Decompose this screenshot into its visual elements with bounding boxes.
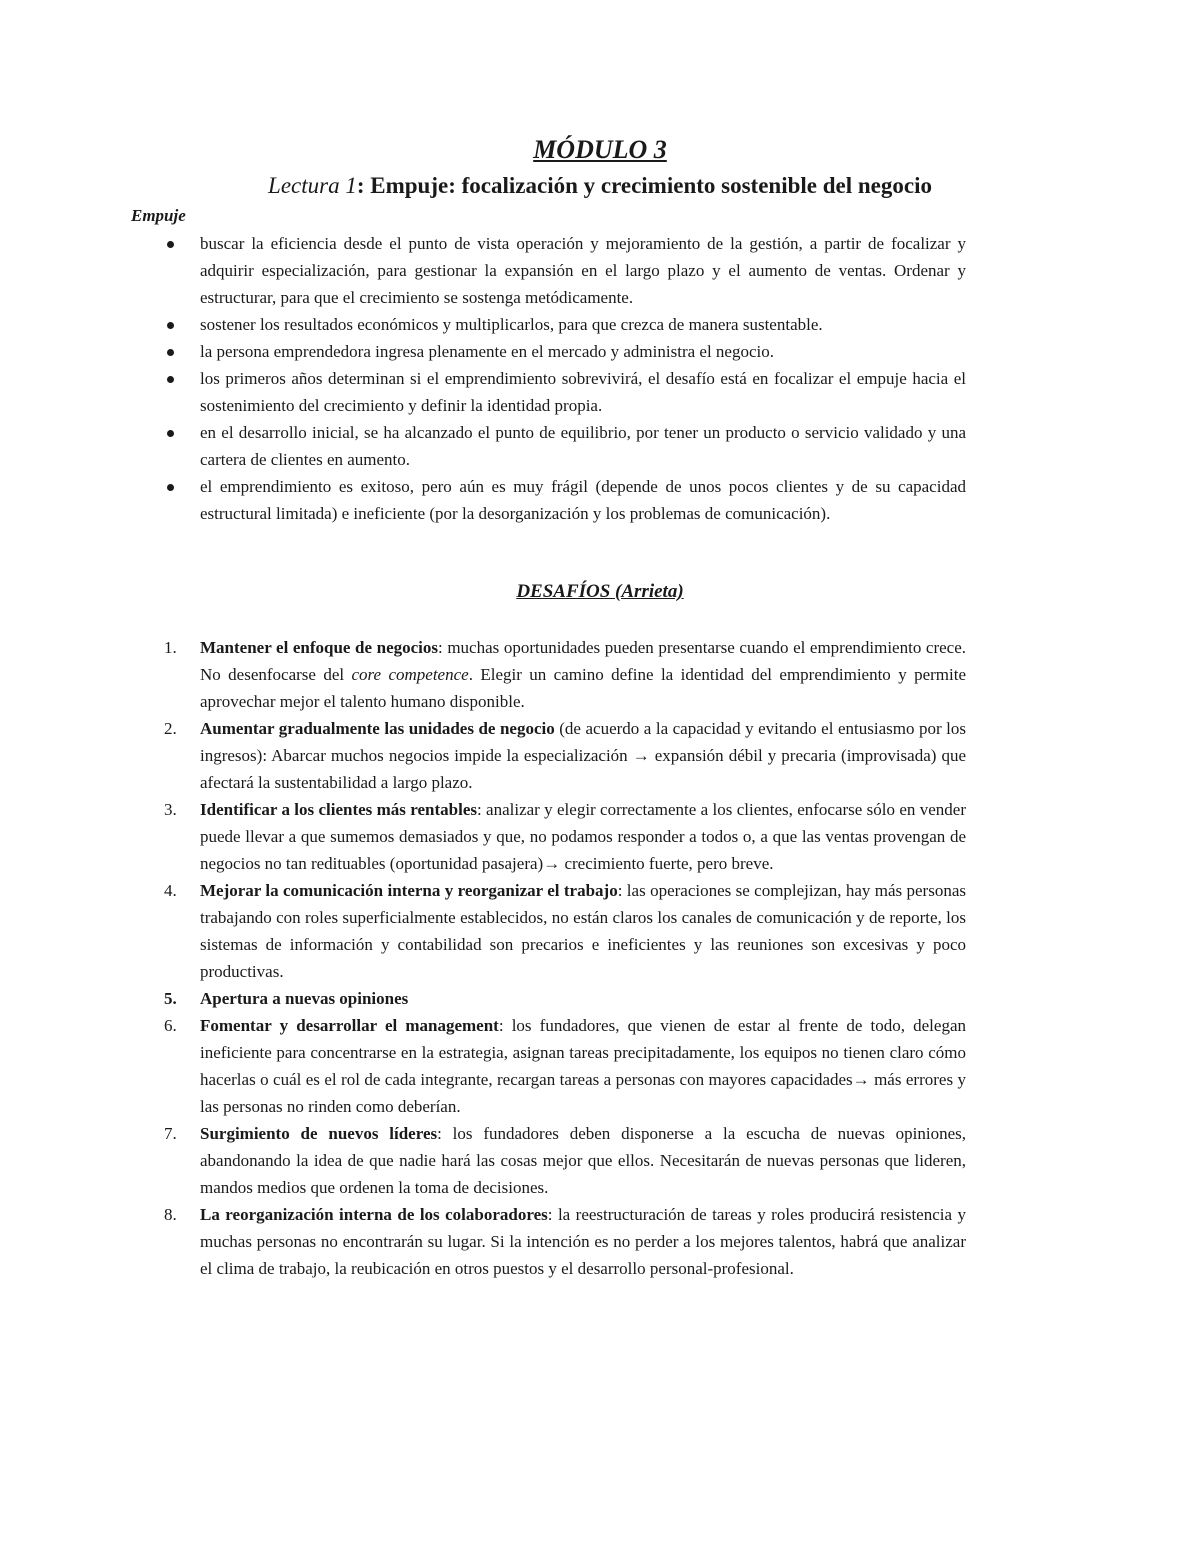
challenge-item: [164, 985, 966, 1012]
challenge-item: [164, 877, 966, 985]
desafios-heading: DESAFÍOS (Arrieta): [516, 581, 684, 602]
challenge-item: [164, 796, 966, 877]
bullet-text: el emprendimiento es exitoso, pero aún es muy frágil (depende de unos pocos clientes y de su capacidad estructural limitada) e ineficiente (por la desorganización y los problemas de comunicación).: [200, 477, 966, 523]
challenge-text-after: . Elegir un camino define la identidad del emprendimiento y permite aprovechar mejor el talento humano disponible.: [200, 665, 967, 711]
bullet-item: [164, 473, 966, 527]
document-subtitle: [0, 171, 1200, 201]
empuje-bullet-list: [164, 230, 966, 527]
challenge-number: 5.: [164, 989, 177, 1008]
challenge-italic: core competence: [351, 665, 469, 684]
challenge-text: : las operaciones se complejizan, hay más personas trabajando con roles superficialmente establecidos, no están claros los canales de comunicación y de reporte, los sistemas de información y contabilidad son precarios e ineficientes y las reuniones son excesivas y poco productivas.: [200, 881, 966, 981]
challenge-number: 6.: [164, 1016, 177, 1035]
challenge-text: : los fundadores deben disponerse a la escucha de nuevas opiniones, abandonando la idea de que nadie hará las cosas mejor que ellos. Necesitarán de nuevas personas que lideren, mandos medios que ordenen la toma de decisiones.: [200, 1124, 967, 1197]
challenge-item: [164, 1012, 966, 1120]
challenge-text: : los fundadores, que vienen de estar al frente de todo, delegan ineficiente para concentrarse en la estrategia, asignan tareas precipitadamente, los equipos no tienen claro cómo hacerlas o cuál es el rol de cada integrante, recargan tareas a personas con mayores capacidades→ más errores y las personas no rinden como deberían.: [200, 1016, 966, 1116]
bullet-item: [164, 419, 966, 473]
challenge-number: 8.: [164, 1205, 177, 1224]
bullet-dot-icon: [167, 430, 174, 437]
challenge-item: [164, 634, 966, 715]
challenge-head: Mejorar la comunicación interna y reorganizar el trabajo: [200, 881, 618, 900]
challenge-text: : analizar y elegir correctamente a los clientes, enfocarse sólo en vender puede llevar a que sumemos demasiados y que, no podamos responder a todos o, a que las ventas provengan de negocios no tan redituables (oportunidad pasajera)→ crecimiento fuerte, pero breve.: [200, 800, 966, 873]
challenge-number: 4.: [164, 881, 177, 900]
bullet-text: sostener los resultados económicos y multiplicarlos, para que crezca de manera sustentable.: [200, 315, 823, 334]
subtitle-text: Empuje: focalización y crecimiento sostenible del negocio: [370, 173, 932, 198]
section-label-empuje: Empuje: [131, 206, 186, 225]
bullet-text: los primeros años determinan si el emprendimiento sobrevivirá, el desafío está en focalizar el empuje hacia el sostenimiento del crecimiento y definir la identidad propia.: [200, 369, 966, 415]
challenge-item: [164, 715, 966, 796]
bullet-dot-icon: [167, 349, 174, 356]
bullet-dot-icon: [167, 241, 174, 248]
challenge-head: La reorganización interna de los colaboradores: [200, 1205, 548, 1224]
challenge-head: Identificar a los clientes más rentables: [200, 800, 477, 819]
bullet-dot-icon: [167, 484, 174, 491]
challenge-text: : la reestructuración de tareas y roles producirá resistencia y muchas personas no encontrarán su lugar. Si la intención es no perder a los mejores talentos, habrá que analizar el clima de trabajo, la reubicación en otros puestos y el desarrollo personal-profesional.: [200, 1205, 966, 1278]
bullet-dot-icon: [167, 322, 174, 329]
bullet-text: en el desarrollo inicial, se ha alcanzado el punto de equilibrio, por tener un producto o servicio validado y una cartera de clientes en aumento.: [200, 423, 966, 469]
subtitle-separator: :: [356, 173, 371, 198]
bullet-item: [164, 365, 966, 419]
challenge-head: Aumentar gradualmente las unidades de negocio: [200, 719, 555, 738]
bullet-text: buscar la eficiencia desde el punto de vista operación y mejoramiento de la gestión, a partir de focalizar y adquirir especialización, para gestionar la expansión en el largo plazo y el aumento de ventas. Ordenar y estructurar, para que el crecimiento se sostenga metódicamente.: [200, 234, 966, 307]
challenge-head: Surgimiento de nuevos líderes: [200, 1124, 438, 1143]
challenge-text: (de acuerdo a la capacidad y evitando el entusiasmo por los ingresos): Abarcar muchos negocios impide la especialización → expansión débil y precaria (improvisada) que afectará la sustentabilidad a largo plazo.: [200, 719, 966, 792]
bullet-item: [164, 230, 966, 311]
lectura-label: Lectura 1: [268, 173, 357, 198]
challenge-number: 3.: [164, 800, 177, 819]
challenge-head: Fomentar y desarrollar el management: [200, 1016, 499, 1035]
challenge-item: [164, 1120, 966, 1201]
challenge-head: Mantener el enfoque de negocios: [200, 638, 439, 657]
bullet-dot-icon: [167, 376, 174, 383]
challenge-number: 7.: [164, 1124, 177, 1143]
bullet-text: la persona emprendedora ingresa plenamente en el mercado y administra el negocio.: [200, 342, 774, 361]
bullet-item: [164, 311, 966, 338]
challenge-item: [164, 1201, 966, 1282]
bullet-item: [164, 338, 966, 365]
challenges-list: [164, 634, 966, 1282]
document-title: MÓDULO 3: [533, 135, 667, 164]
challenge-text: : muchas oportunidades pueden presentarse cuando el emprendimiento crece. No desenfocarse del: [200, 638, 966, 684]
challenge-head: Apertura a nuevas opiniones: [200, 989, 409, 1008]
challenge-number: 2.: [164, 719, 177, 738]
challenge-number: 1.: [164, 638, 177, 657]
